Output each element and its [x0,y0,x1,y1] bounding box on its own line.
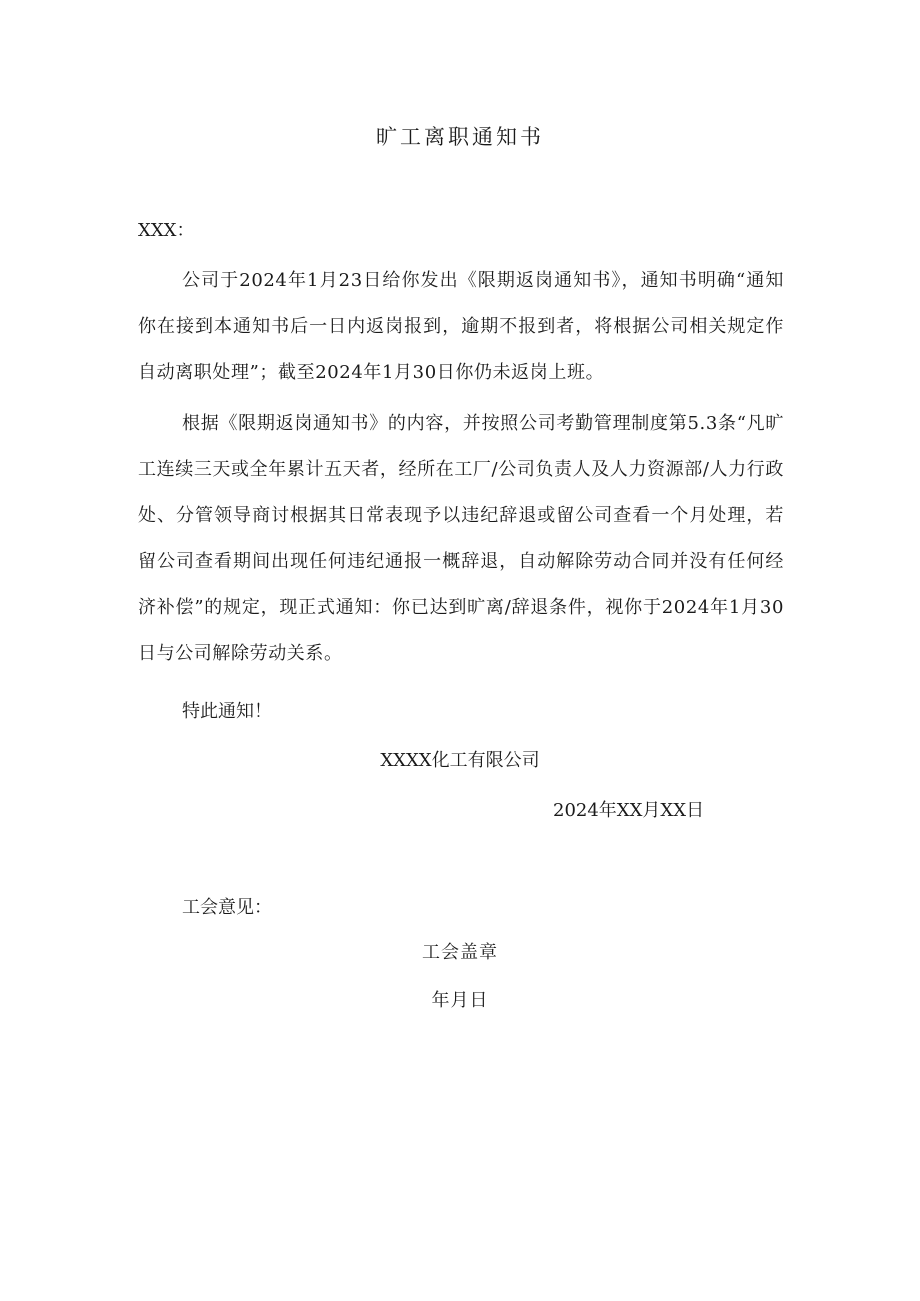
closing-line: 特此通知！ [182,701,272,722]
document-title: 旷工离职通知书 [376,125,544,149]
salutation: XXX： [138,220,195,241]
paragraph-decision: 根据《限期返岗通知书》的内容，并按照公司考勤管理制度第5.3条“凡旷工连续三天或全年累计五天者，经所在工厂/公司负责人及人力资源部/人力行政处、分管领导商讨根据其日常表现予以违纪辞退或留公司查看一个月处理，若留公司查看期间出现任何违纪通报一概辞退，自动解除劳动合同并没有任何经济补偿”的规定，现正式通知：你已达到旷离/辞退条件，视你于2024年1月30日与公司解除劳动关系。 [138,413,784,664]
union-opinion-label: 工会意见： [182,897,272,918]
issue-date: 2024年XX月XX日 [553,800,705,821]
company-name: XXXX化工有限公司 [380,750,540,771]
union-date-label: 年月日 [431,990,489,1011]
paragraph-notice: 公司于2024年1月23日给你发出《限期返岗通知书》，通知书明确“通知你在接到本通知书后一日内返岗报到，逾期不报到者，将根据公司相关规定作自动离职处理”；截至2024年1月30日你仍未返岗上班。 [138,270,784,383]
union-seal-label: 工会盖章 [422,942,498,963]
